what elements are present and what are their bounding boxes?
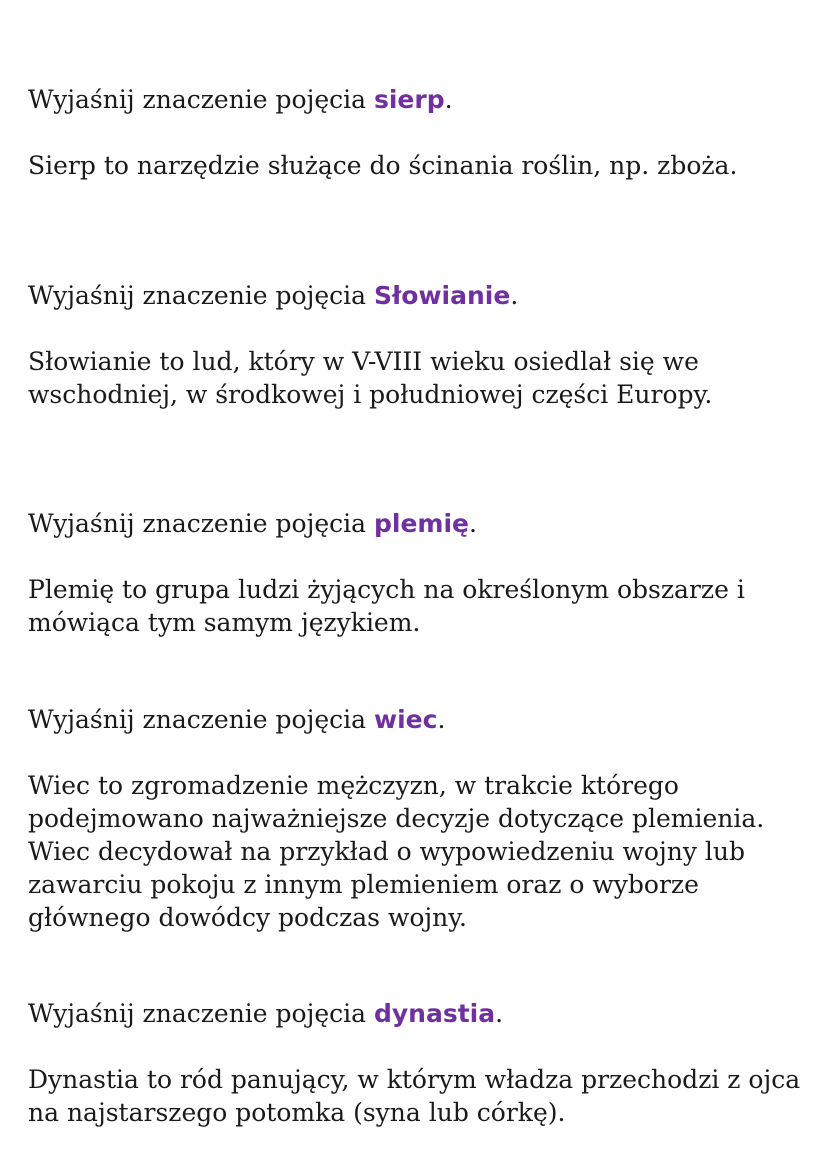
question-punct: . — [444, 85, 453, 114]
question-punct: . — [495, 999, 504, 1028]
term-sierp: sierp — [373, 85, 445, 114]
term-dynastia: dynastia — [373, 999, 496, 1028]
question-punct: . — [468, 509, 477, 538]
term-slowianie: Słowianie — [373, 281, 511, 310]
answer-wiec: Wiec to zgromadzenie mężczyzn, w trakcie którego podejmowano najważniejsze decyzje dotyczące plemienia. Wiec decydował na przykład o wypowiedzeniu wojny lub zawarciu pokoju z innym plemieniem oraz o wyborze głównego dowódcy podczas wojny. — [28, 771, 765, 932]
term-wiec: wiec — [373, 705, 438, 734]
question-slowianie — [28, 280, 518, 312]
question-punct: . — [437, 705, 446, 734]
question-dynastia — [28, 998, 503, 1030]
question-wiec — [28, 704, 445, 736]
term-plemie: plemię — [373, 509, 469, 538]
question-punct: . — [510, 281, 519, 310]
question-prompt: Wyjaśnij znaczenie pojęcia — [28, 85, 374, 114]
answer-dynastia: Dynastia to ród panujący, w którym władza przechodzi z ojca na najstarszego potomka (syna lub córkę). — [28, 1065, 801, 1127]
question-plemie — [28, 508, 477, 540]
answer-plemie: Plemię to grupa ludzi żyjących na określonym obszarze i mówiąca tym samym językiem. — [28, 575, 745, 637]
question-sierp — [28, 84, 453, 116]
answer-slowianie: Słowianie to lud, który w V-VIII wieku osiedlał się we wschodniej, w środkowej i południowej części Europy. — [28, 347, 713, 409]
question-prompt: Wyjaśnij znaczenie pojęcia — [28, 705, 374, 734]
question-prompt: Wyjaśnij znaczenie pojęcia — [28, 999, 374, 1028]
question-prompt: Wyjaśnij znaczenie pojęcia — [28, 281, 374, 310]
question-prompt: Wyjaśnij znaczenie pojęcia — [28, 509, 374, 538]
answer-sierp: Sierp to narzędzie służące do ścinania roślin, np. zboża. — [28, 151, 738, 180]
